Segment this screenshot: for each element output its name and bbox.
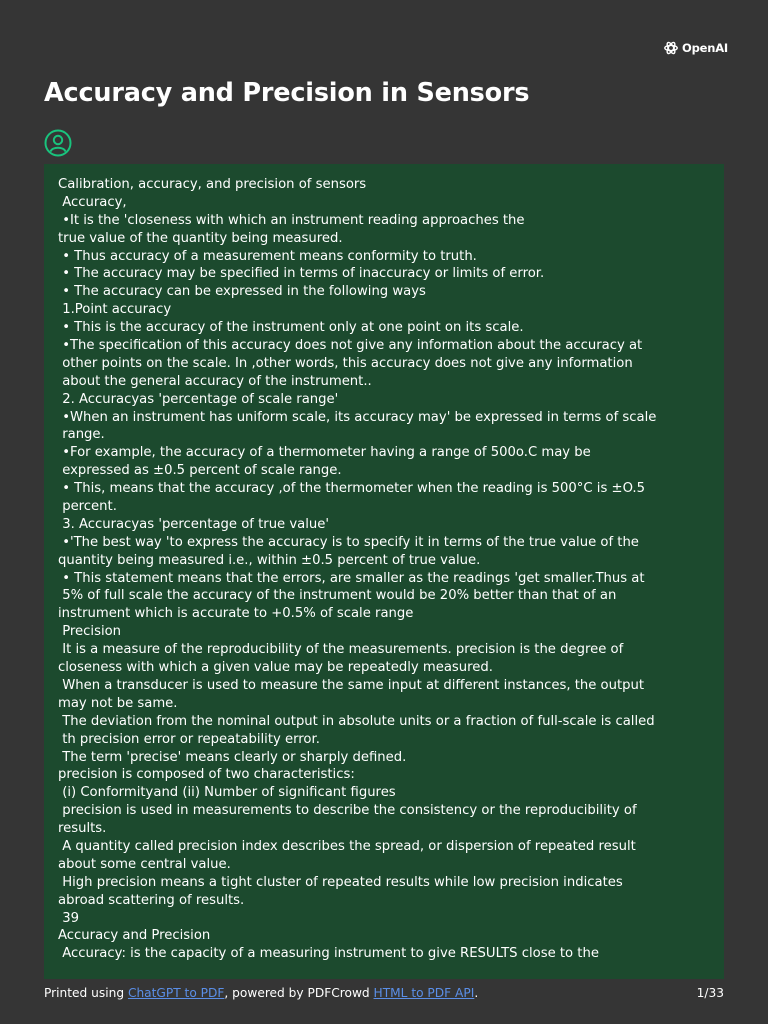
message-line: precision is used in measurements to describe the consistency or the reproducibility of bbox=[58, 803, 637, 819]
message-line: When a transducer is used to measure the same input at different instances, the output bbox=[58, 677, 645, 693]
footer-prefix: Printed using bbox=[44, 986, 128, 1000]
message-line: Calibration, accuracy, and precision of sensors bbox=[58, 177, 367, 192]
message-text bbox=[58, 176, 710, 963]
openai-brand bbox=[663, 40, 728, 56]
message-line: Precision bbox=[58, 624, 122, 640]
message-line: Accuracy, bbox=[58, 194, 127, 210]
openai-logo-icon bbox=[663, 40, 679, 56]
message-line: • This is the accuracy of the instrument only at one point on its scale. bbox=[58, 320, 524, 336]
chatgpt-to-pdf-link[interactable]: ChatGPT to PDF bbox=[127, 986, 225, 1000]
message-line: results. bbox=[58, 821, 107, 837]
message-line: •'The best way 'to express the accuracy is to specify it in terms of the true value of the bbox=[58, 534, 639, 550]
message-line: instrument which is accurate to +0.5% of scale range bbox=[58, 606, 414, 622]
message-line: 39 bbox=[58, 910, 79, 926]
message-line: abroad scattering of results. bbox=[58, 892, 245, 908]
message-line: • The accuracy can be expressed in the following ways bbox=[58, 284, 426, 300]
conversation-title: Accuracy and Precision in Sensors bbox=[44, 78, 530, 108]
message-line: •It is the 'closeness with which an instrument reading approaches the bbox=[58, 212, 525, 228]
user-message bbox=[44, 164, 724, 979]
user-avatar-icon bbox=[44, 129, 72, 157]
message-line: other points on the scale. In ,other words, this accuracy does not give any information bbox=[58, 355, 633, 371]
message-line: High precision means a tight cluster of repeated results while low precision indicates bbox=[58, 874, 623, 890]
brand-name: OpenAI bbox=[682, 41, 728, 55]
message-line: • This, means that the accuracy ,of the thermometer when the reading is 500°C is ±O.5 bbox=[58, 481, 646, 497]
message-line: Accuracy and Precision bbox=[58, 928, 211, 944]
message-line: range. bbox=[58, 427, 105, 443]
message-line: quantity being measured i.e., within ±0.5 percent of true value. bbox=[58, 552, 481, 568]
message-line: closeness with which a given value may be repeatedly measured. bbox=[58, 660, 493, 676]
footer-middle: , powered by PDFCrowd bbox=[224, 986, 374, 1000]
html-to-pdf-api-link[interactable]: HTML to PDF API bbox=[373, 986, 475, 1000]
message-line: • The accuracy may be specified in terms of inaccuracy or limits of error. bbox=[58, 266, 545, 282]
print-footer bbox=[44, 986, 724, 1000]
message-line: 1.Point accuracy bbox=[58, 302, 172, 318]
message-line: precision is composed of two characteristics: bbox=[58, 767, 355, 783]
message-line: true value of the quantity being measured. bbox=[58, 230, 343, 246]
message-line: may not be same. bbox=[58, 695, 178, 711]
message-line: about some central value. bbox=[58, 856, 231, 872]
message-line: It is a measure of the reproducibility of the measurements. precision is the degree of bbox=[58, 642, 624, 658]
message-line: 3. Accuracyas 'percentage of true value' bbox=[58, 516, 330, 532]
message-line: •The specification of this accuracy does not give any information about the accuracy at bbox=[58, 338, 643, 354]
message-line: Accuracy: is the capacity of a measuring instrument to give RESULTS close to the bbox=[58, 946, 599, 962]
message-line: 5% of full scale the accuracy of the instrument would be 20% better than that of an bbox=[58, 588, 617, 604]
message-line: The term 'precise' means clearly or sharply defined. bbox=[58, 749, 407, 765]
message-line: •When an instrument has uniform scale, its accuracy may' be expressed in terms of scale bbox=[58, 409, 657, 425]
message-line: about the general accuracy of the instrument.. bbox=[58, 373, 372, 389]
message-line: A quantity called precision index describes the spread, or dispersion of repeated result bbox=[58, 838, 636, 854]
message-line: •For example, the accuracy of a thermometer having a range of 500o.C may be bbox=[58, 445, 591, 461]
page-number: 1/33 bbox=[696, 986, 724, 1000]
message-line: • This statement means that the errors, are smaller as the readings 'get smaller.Thus at bbox=[58, 570, 645, 586]
message-line: The deviation from the nominal output in absolute units or a fraction of full-scale is called bbox=[58, 713, 655, 729]
message-line: expressed as ±0.5 percent of scale range. bbox=[58, 463, 342, 479]
message-line: • Thus accuracy of a measurement means conformity to truth. bbox=[58, 248, 477, 264]
message-line: 2. Accuracyas 'percentage of scale range' bbox=[58, 391, 339, 407]
footer-suffix: . bbox=[474, 986, 479, 1000]
message-line: th precision error or repeatability error. bbox=[58, 731, 320, 747]
message-line: percent. bbox=[58, 499, 117, 515]
message-line: (i) Conformityand (ii) Number of significant figures bbox=[58, 785, 396, 801]
